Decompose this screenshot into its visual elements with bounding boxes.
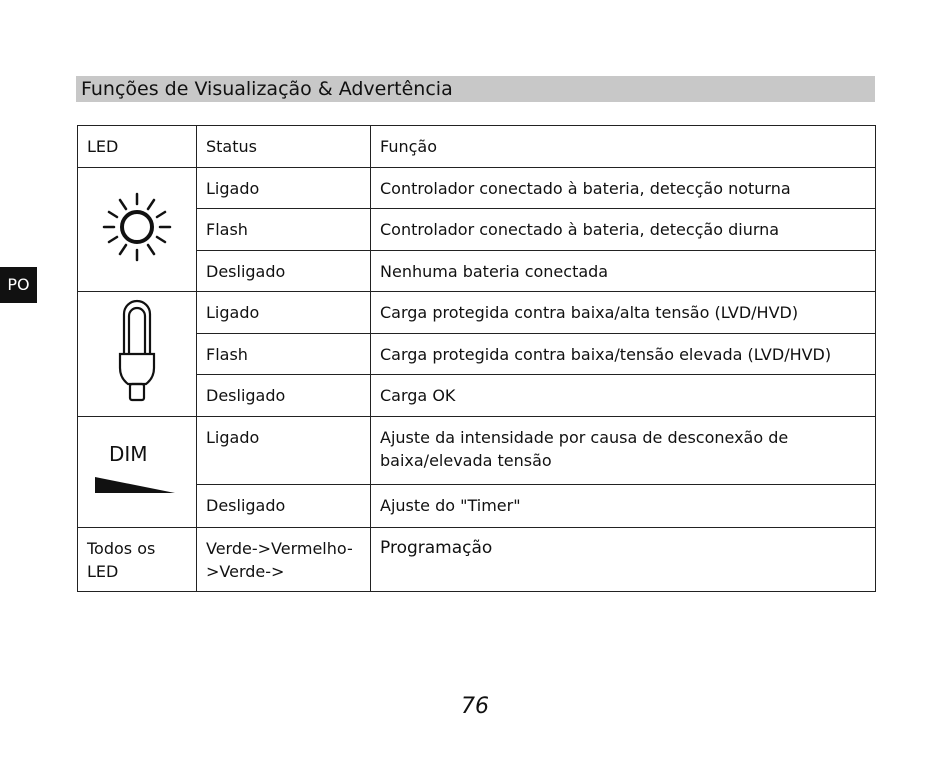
table-header-row [78, 126, 876, 168]
led-status-table [77, 125, 876, 592]
status-cell: Ligado [197, 417, 371, 485]
status-cell: Ligado [197, 168, 371, 209]
dim-icon [95, 443, 179, 495]
sun-icon [102, 190, 172, 264]
status-cell: Desligado [197, 251, 371, 292]
function-cell: Controlador conectado à bateria, detecção diurna [371, 209, 876, 251]
table-row [78, 292, 876, 334]
led-icon-cell-bulb [78, 292, 197, 417]
status-cell: Ligado [197, 292, 371, 334]
function-cell: Nenhuma bateria conectada [371, 251, 876, 292]
status-cell: Desligado [197, 485, 371, 528]
function-cell: Carga protegida contra baixa/alta tensão (LVD/HVD) [371, 292, 876, 334]
status-cell: Verde->Vermelho->Verde-> [197, 528, 371, 592]
function-cell: Controlador conectado à bateria, detecção noturna [371, 168, 876, 209]
function-cell: Ajuste da intensidade por causa de desconexão de baixa/elevada tensão [371, 417, 876, 485]
table-row [78, 168, 876, 209]
status-cell: Flash [197, 209, 371, 251]
status-cell: Desligado [197, 375, 371, 417]
table-row [78, 417, 876, 485]
led-cell: Todos os LED [78, 528, 197, 592]
function-cell: Carga protegida contra baixa/tensão elevada (LVD/HVD) [371, 334, 876, 375]
function-cell: Programação [371, 528, 876, 592]
page-number: 76 [461, 694, 489, 719]
table-row [78, 528, 876, 592]
table-row [78, 334, 876, 375]
dim-icon-label: DIM [109, 443, 148, 466]
table-row [78, 251, 876, 292]
table-row [78, 209, 876, 251]
bulb-icon [107, 296, 167, 406]
header-status: Status [197, 126, 371, 168]
section-title: Funções de Visualização & Advertência [76, 76, 875, 102]
led-icon-cell-sun [78, 168, 197, 292]
language-tab: PO [0, 267, 37, 303]
led-icon-cell-dim [78, 417, 197, 528]
status-cell: Flash [197, 334, 371, 375]
header-led: LED [78, 126, 197, 168]
table-row [78, 485, 876, 528]
function-cell: Ajuste do "Timer" [371, 485, 876, 528]
function-cell: Carga OK [371, 375, 876, 417]
header-function: Função [371, 126, 876, 168]
table-row [78, 375, 876, 417]
